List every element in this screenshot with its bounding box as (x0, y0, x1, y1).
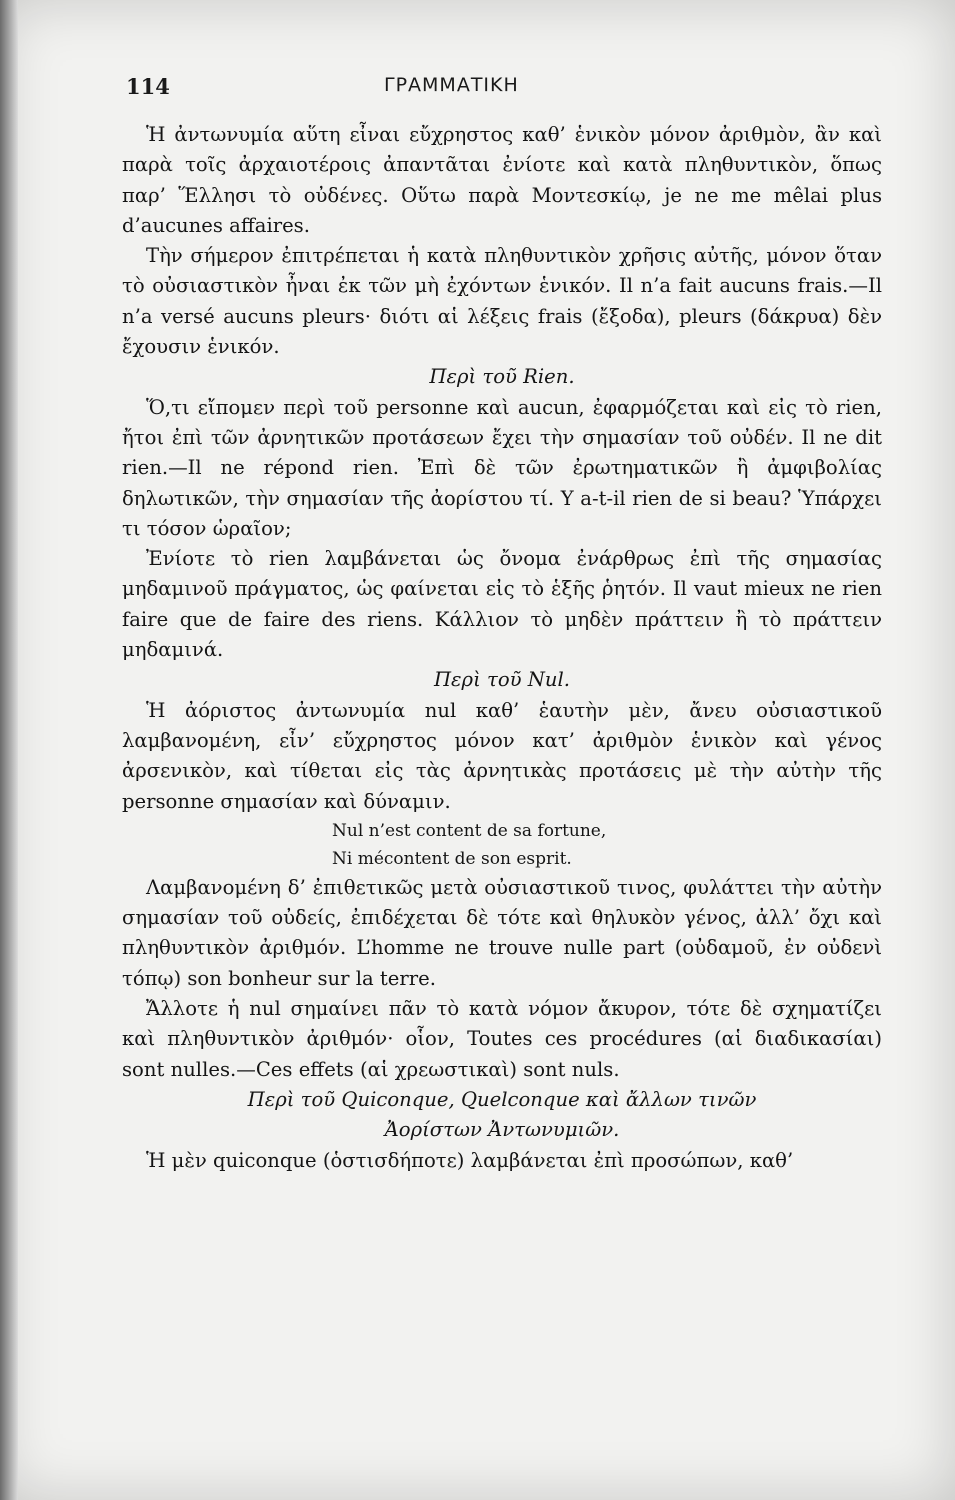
paragraph-5: Ἡ ἀόριστος ἀντωνυμία nul καθ’ ἑαυτὴν μὲν, ἄνευ οὐσιαστικοῦ λαμβανομένη, εἶν’ εὔχρηστος μόνον κατ’ ἀριθμὸν ἑνικὸν καὶ γένος ἀρσενικὸν, καὶ τίθεται εἰς τὰς ἀρνητικὰς προτάσεις μὲ τὴν αὐτὴν τῆς personne σημασίαν καὶ δύναμιν. (122, 698, 882, 813)
paragraph-2: Τὴν σήμερον ἐπιτρέπεται ἡ κατὰ πληθυντικὸν χρῆσις αὐτῆς, μόνον ὅταν τὸ οὐσιαστικὸν ἦναι ἐκ τῶν μὴ ἐχόντων ἑνικόν. Il n’a fait aucuns frais.—Il n’a versé aucuns pleurs· διότι αἱ λέξεις frais (ἔξοδα), pleurs (δάκρυα) δὲν ἔχουσιν ἑνικόν. (122, 244, 882, 359)
page-edge-shadow (0, 0, 18, 1500)
paragraph-8: Ἡ μὲν quiconque (ὁστισδήποτε) λαμβάνεται ἐπὶ προσώπων, καθ’ (146, 1148, 794, 1172)
paragraph-6: Λαμβανομένη δ’ ἐπιθετικῶς μετὰ οὐσιαστικοῦ τινος, φυλάττει τὴν αὐτὴν σημασίαν τοῦ οὐδείς, ἐπιδέχεται δὲ τότε καὶ θηλυκὸν γένος, ἀλλ’ ὄχι καὶ πληθυντικὸν ἀριθμόν. L’homme ne trouve nulle part (οὐδαμοῦ, ἐν οὐδενὶ τόπῳ) son bonheur sur la terre. (122, 875, 882, 990)
paragraph-7: Ἄλλοτε ἡ nul σημαίνει πᾶν τὸ κατὰ νόμον ἄκυρον, τότε δὲ σχηματίζει καὶ πληθυντικὸν ἀριθμόν· οἷον, Toutes ces procédures (αἱ διαδικασίαι) sont nulles.—Ces effets (αἱ χρεωστικαὶ) sont nuls. (122, 997, 882, 1081)
verse-line-1: Nul n’est content de sa fortune, (332, 820, 607, 841)
section-heading-quiconque: Περὶ τοῦ Quiconque, Quelconque καὶ ἄλλων τινῶν (247, 1087, 757, 1111)
section-heading-quiconque-sub: Ἀορίστων Ἀντωνυμιῶν. (384, 1118, 620, 1142)
page-body (122, 120, 882, 1176)
paragraph-3: Ὅ,τι εἴπομεν περὶ τοῦ personne καὶ aucun, ἐφαρμόζεται καὶ εἰς τὸ rien, ἤτοι ἐπὶ τῶν ἀρνητικῶν προτάσεων ἔχει τὴν σημασίαν τοῦ οὐδέν. Il ne dit rien.—Il ne répond rien. Ἐπὶ δὲ τῶν ἐρωτηματικῶν ἢ ἀμφιβολίας δηλωτικῶν, τὴν σημασίαν τῆς ἀορίστου τί. Y a-t-il rien de si beau? Ὑπάρχει τι τόσον ὡραῖον; (122, 395, 882, 540)
verse-line-2: Ni mécontent de son esprit. (332, 848, 572, 869)
paragraph-1: Ἡ ἀντωνυμία αὕτη εἶναι εὔχρηστος καθ’ ἑνικὸν μόνον ἀριθμὸν, ἂν καὶ παρὰ τοῖς ἀρχαιοτέροις ἀπαντᾶται ἐνίοτε καὶ κατὰ πληθυντικὸν, ὅπως παρ’ Ἕλλησι τὸ οὐδένες. Οὕτω παρὰ Μοντεσκίῳ, je ne me mêlai plus d’aucunes affaires. (122, 123, 882, 237)
page-header (126, 74, 886, 104)
section-heading-rien: Περὶ τοῦ Rien. (429, 365, 575, 389)
section-heading-nul: Περὶ τοῦ Nul. (433, 668, 571, 692)
paragraph-4: Ἐνίοτε τὸ rien λαμβάνεται ὡς ὄνομα ἐνάρθρως ἐπὶ τῆς σημασίας μηδαμινοῦ πράγματος, ὡς φαίνεται εἰς τὸ ἑξῆς ῥητόν. Il vaut mieux ne rien faire que de faire des riens. Κάλλιον τὸ μηδὲν πράττειν ἢ τὸ πράττειν μηδαμινά. (122, 547, 882, 662)
page-number: 114 (126, 74, 170, 99)
running-title: ΓΡΑΜΜΑΤΙΚΗ (384, 74, 519, 96)
